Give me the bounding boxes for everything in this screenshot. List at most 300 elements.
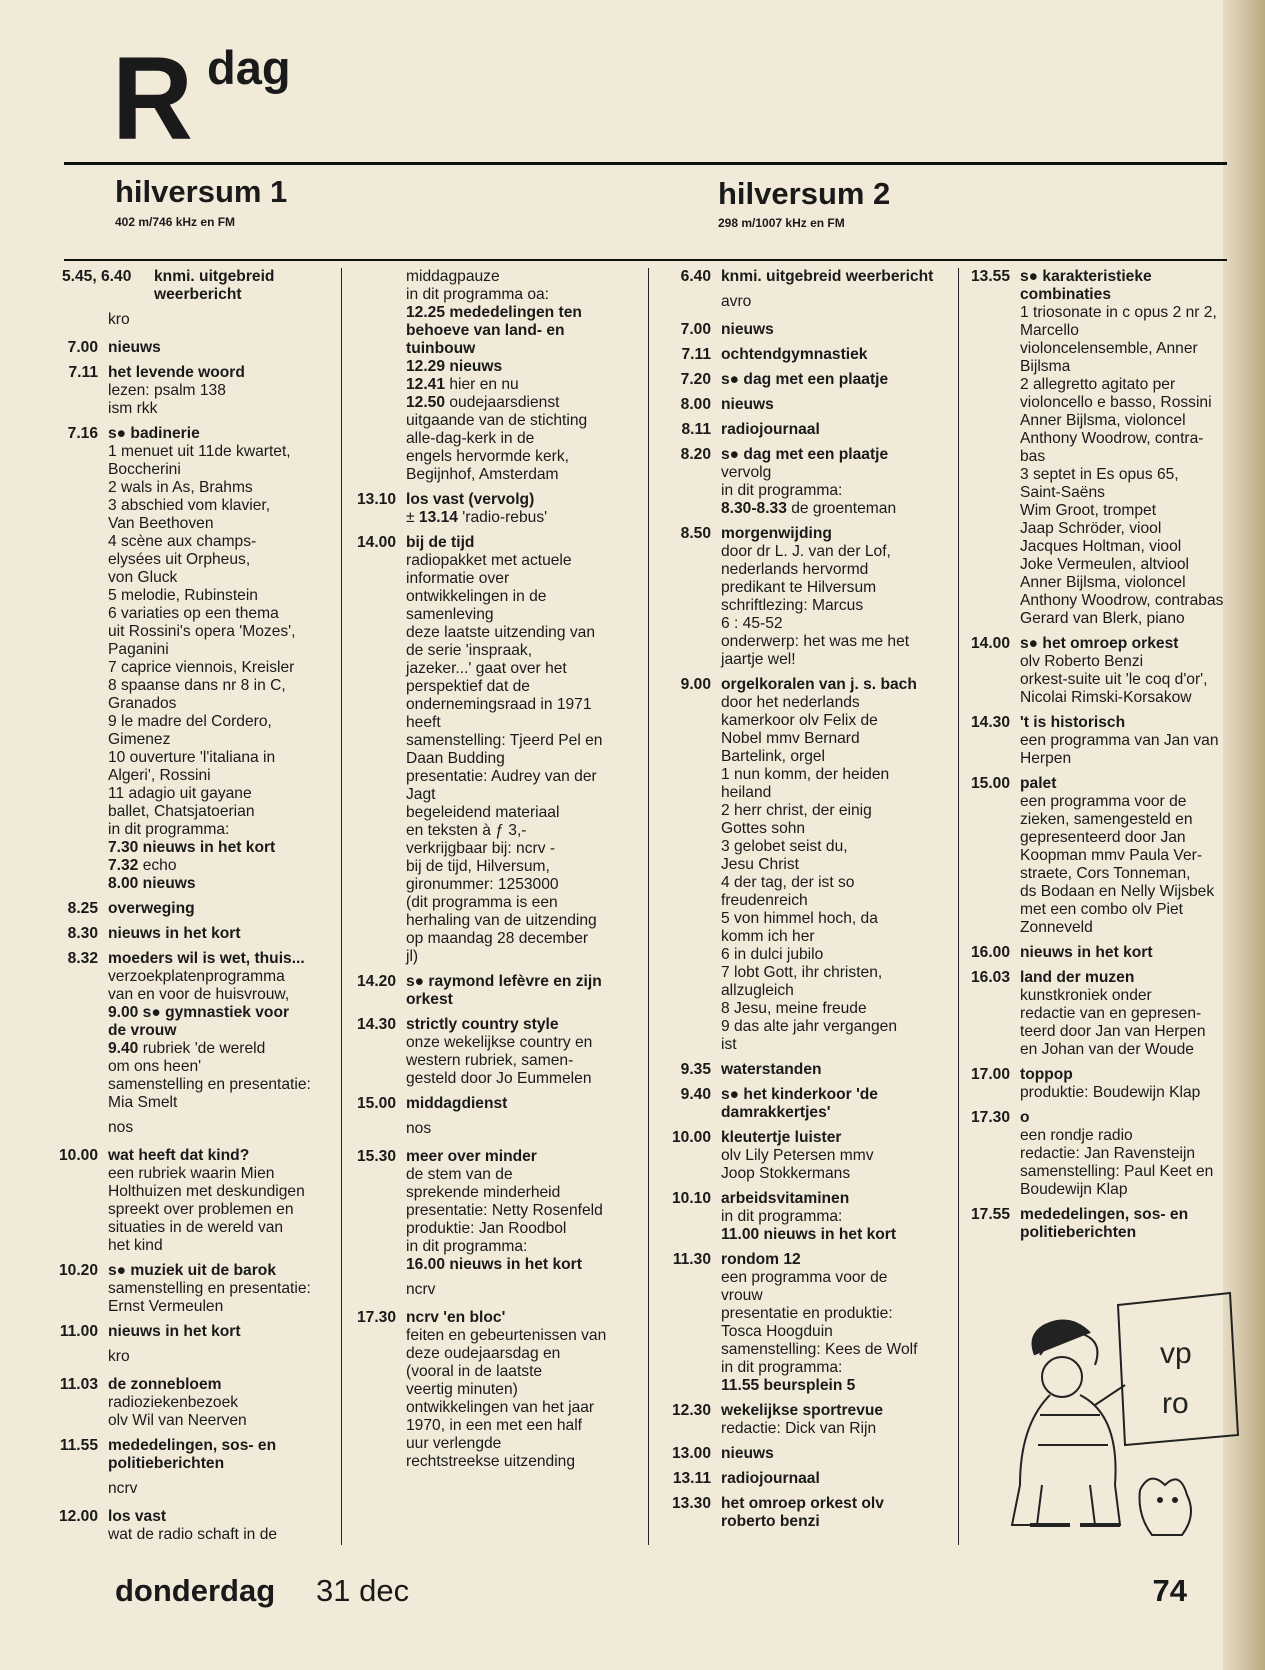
- program-line: in dit programma:: [721, 1359, 843, 1376]
- program-line: de stem van de: [406, 1166, 513, 1183]
- program-line: jaartje wel!: [721, 651, 796, 668]
- program-line: produktie: Jan Roodbol: [406, 1220, 567, 1237]
- program-line: zieken, samengesteld en: [1020, 811, 1193, 828]
- program-line: 7.32 echo: [108, 857, 177, 874]
- program-line: Marcello: [1020, 322, 1079, 339]
- program-line: olv Roberto Benzi: [1020, 653, 1144, 670]
- program-line: 8.00 nieuws: [108, 875, 196, 892]
- program-line: samenstelling: Tjeerd Pel en: [406, 732, 603, 749]
- program-line: 12.41 hier en nu: [406, 376, 519, 393]
- program-line: lezen: psalm 138: [108, 382, 226, 399]
- sign-text-ro: ro: [1162, 1387, 1189, 1420]
- program-line: 1 menuet uit 11de kwartet,: [108, 443, 291, 460]
- program-time: 9.35: [680, 1061, 711, 1078]
- program-entry: [655, 421, 955, 439]
- program-entry: [655, 1086, 955, 1122]
- program-time: 8.30: [67, 925, 98, 942]
- program-time: 17.30: [970, 1109, 1010, 1126]
- program-line: wat heeft dat kind?: [108, 1147, 250, 1164]
- program-line: een programma voor de: [1020, 793, 1187, 810]
- program-line: middagpauze: [406, 268, 500, 285]
- program-line: Bartelink, orgel: [721, 748, 826, 765]
- program-line: 1970, in een met een half: [406, 1417, 582, 1434]
- program-time: 12.30: [671, 1402, 711, 1419]
- program-line: rondom 12: [721, 1251, 801, 1268]
- program-line: om ons heen': [108, 1058, 202, 1075]
- program-line: jl): [406, 948, 419, 965]
- program-line: violoncelensemble, Anner: [1020, 340, 1198, 357]
- program-entry: [960, 1109, 1238, 1199]
- program-line: radiojournaal: [721, 1470, 820, 1487]
- program-line: gesteld door Jo Eummelen: [406, 1070, 592, 1087]
- program-line: mededelingen, sos- en: [108, 1437, 277, 1454]
- station-name-1: hilversum 1: [115, 174, 288, 209]
- program-time: 8.50: [680, 525, 711, 542]
- program-line: (dit programma is een: [406, 894, 558, 911]
- program-line: Koopman mmv Paula Ver-: [1020, 847, 1203, 864]
- program-line: samenstelling en presentatie:: [108, 1076, 311, 1093]
- program-line: kamerkoor olv Felix de: [721, 712, 878, 729]
- program-entry: [50, 925, 340, 943]
- program-entry: [960, 944, 1238, 962]
- program-entry: [655, 1190, 955, 1244]
- broadcaster-label: ncrv: [108, 1480, 138, 1497]
- program-line: mededelingen, sos- en: [1020, 1206, 1189, 1223]
- program-line: ballet, Chatsjatoerian: [108, 803, 255, 820]
- program-time: 8.32: [67, 950, 98, 967]
- program-time: 5.45, 6.40: [62, 268, 132, 285]
- program-line: herhaling van de uitzending: [406, 912, 597, 929]
- program-line: en teksten à ƒ 3,-: [406, 822, 527, 839]
- program-line: Wim Groot, trompet: [1020, 502, 1157, 519]
- program-line: o: [1020, 1109, 1030, 1126]
- program-line: 9.40 rubriek 'de wereld: [108, 1040, 266, 1057]
- program-line: 9 le madre del Cordero,: [108, 713, 272, 730]
- program-line: Anthony Woodrow, contrabas: [1020, 592, 1224, 609]
- program-entry: [960, 714, 1238, 768]
- program-line: rechtstreekse uitzending: [406, 1453, 576, 1470]
- program-line: perspektief dat de: [406, 678, 530, 695]
- program-line: Holthuizen met deskundigen: [108, 1183, 305, 1200]
- program-line: meer over minder: [406, 1148, 537, 1165]
- program-line: Saint-Saëns: [1020, 484, 1105, 501]
- program-line: Algeri', Rossini: [108, 767, 211, 784]
- program-line: land der muzen: [1020, 969, 1135, 986]
- program-entry: [960, 1066, 1238, 1102]
- program-line: radiojournaal: [721, 421, 820, 438]
- program-line: 2 wals in As, Brahms: [108, 479, 253, 496]
- program-entry: [50, 1376, 340, 1430]
- program-line: nieuws: [721, 396, 774, 413]
- program-line: strictly country style: [406, 1016, 559, 1033]
- program-line: Tosca Hoogduin: [721, 1323, 833, 1340]
- program-entry: [960, 635, 1238, 707]
- program-entry: [655, 346, 955, 364]
- sign-text-vp: vp: [1160, 1337, 1192, 1370]
- program-time: 15.00: [970, 775, 1010, 792]
- program-line: 6 : 45-52: [721, 615, 783, 632]
- program-line: produktie: Boudewijn Klap: [1020, 1084, 1201, 1101]
- program-time: 8.25: [67, 900, 98, 917]
- program-line: Daan Budding: [406, 750, 505, 767]
- program-line: 1 nun komm, der heiden: [721, 766, 890, 783]
- program-time: 14.30: [970, 714, 1010, 731]
- program-time: 16.00: [970, 944, 1010, 961]
- program-line: Anner Bijlsma, violoncel: [1020, 412, 1186, 429]
- program-entry: [655, 1251, 955, 1395]
- program-line: 2 herr christ, der einig: [721, 802, 872, 819]
- program-time: 13.00: [671, 1445, 711, 1462]
- program-entry: [655, 1129, 955, 1183]
- program-line: s● muziek uit de barok: [108, 1262, 276, 1279]
- program-time: 13.11: [672, 1470, 711, 1487]
- program-time: 7.00: [67, 339, 98, 356]
- program-entry: [50, 1508, 340, 1544]
- program-line: violoncello e basso, Rossini: [1020, 394, 1212, 411]
- program-line: combinaties: [1020, 286, 1111, 303]
- column-divider: [648, 268, 649, 1545]
- program-line: knmi. uitgebreid: [154, 268, 275, 285]
- program-line: 1 triosonate in c opus 2 nr 2,: [1020, 304, 1217, 321]
- program-line: 10 ouverture 'l'italiana in: [108, 749, 276, 766]
- footer-date: 31 dec: [316, 1573, 410, 1608]
- program-line: ochtendgymnastiek: [721, 346, 868, 363]
- program-line: de vrouw: [108, 1022, 177, 1039]
- program-line: uit Rossini's opera 'Mozes',: [108, 623, 296, 640]
- program-line: presentatie en produktie:: [721, 1305, 893, 1322]
- program-line: tuinbouw: [406, 340, 476, 357]
- program-line: een rubriek waarin Mien: [108, 1165, 275, 1182]
- program-line: het kind: [108, 1237, 163, 1254]
- program-line: deze oudejaarsdag en: [406, 1345, 561, 1362]
- program-line: een rondje radio: [1020, 1127, 1133, 1144]
- program-line: Anner Bijlsma, violoncel: [1020, 574, 1186, 591]
- program-line: Granados: [108, 695, 177, 712]
- program-line: komm ich her: [721, 928, 815, 945]
- program-time: 9.00: [680, 676, 711, 693]
- program-line: in dit programma:: [108, 821, 230, 838]
- program-line: alle-dag-kerk in de: [406, 430, 535, 447]
- station-rule: [64, 259, 1227, 261]
- program-line: vrouw: [721, 1287, 763, 1304]
- program-line: 8 spaanse dans nr 8 in C,: [108, 677, 286, 694]
- program-line: schriftlezing: Marcus: [721, 597, 864, 614]
- program-line: 11 adagio uit gayane: [108, 785, 252, 802]
- program-line: in dit programma:: [721, 1208, 843, 1225]
- program-line: s● raymond lefèvre en zijn: [406, 973, 602, 990]
- program-line: op maandag 28 december: [406, 930, 589, 947]
- program-line: nieuws: [108, 339, 161, 356]
- program-line: samenstelling en presentatie:: [108, 1280, 311, 1297]
- program-entry: [655, 1061, 955, 1079]
- program-entry: [655, 371, 955, 389]
- program-line: Joke Vermeulen, altviool: [1020, 556, 1190, 573]
- broadcaster-label: avro: [721, 293, 752, 310]
- program-entry: [50, 1323, 340, 1341]
- program-line: bas: [1020, 448, 1046, 465]
- program-line: Mia Smelt: [108, 1094, 178, 1111]
- program-line: Van Beethoven: [108, 515, 214, 532]
- program-line: s● het omroep orkest: [1020, 635, 1179, 652]
- program-line: presentatie: Audrey van der: [406, 768, 597, 785]
- program-line: 3 gelobet seist du,: [721, 838, 848, 855]
- program-line: los vast: [108, 1508, 167, 1525]
- program-line: 4 der tag, der ist so: [721, 874, 855, 891]
- program-line: het omroep orkest olv: [721, 1495, 884, 1512]
- broadcaster-label: kro: [108, 311, 130, 328]
- program-line: samenstelling: Kees de Wolf: [721, 1341, 918, 1358]
- program-line: feiten en gebeurtenissen van: [406, 1327, 607, 1344]
- program-line: wekelijkse sportrevue: [721, 1402, 884, 1419]
- broadcaster-label: kro: [108, 1348, 130, 1365]
- program-line: ism rkk: [108, 400, 158, 417]
- program-time: 17.55: [970, 1206, 1010, 1223]
- program-line: van en voor de huisvrouw,: [108, 986, 290, 1003]
- program-line: ds Bodaan en Nelly Wijsbek: [1020, 883, 1215, 900]
- program-line: politieberichten: [108, 1455, 225, 1472]
- broadcaster-label: ncrv: [406, 1281, 436, 1298]
- program-line: 6 in dulci jubilo: [721, 946, 824, 963]
- program-line: ncrv 'en bloc': [406, 1309, 506, 1326]
- broadcaster-label: nos: [108, 1119, 134, 1136]
- program-line: Anthony Woodrow, contra-: [1020, 430, 1204, 447]
- program-time: 16.03: [970, 969, 1010, 986]
- program-line: nieuws in het kort: [108, 1323, 241, 1340]
- program-entry: [960, 1206, 1238, 1242]
- program-line: 12.29 nieuws: [406, 358, 503, 375]
- program-line: orkest-suite uit 'le coq d'or',: [1020, 671, 1208, 688]
- program-line: ontwikkelingen in de: [406, 588, 547, 605]
- program-line: politieberichten: [1020, 1224, 1137, 1241]
- program-line: in dit programma:: [721, 482, 843, 499]
- footer-day: donderdag: [115, 1573, 276, 1608]
- program-line: behoeve van land- en: [406, 322, 565, 339]
- program-time: 7.16: [67, 425, 98, 442]
- program-entry: [655, 446, 955, 518]
- program-time: 14.00: [356, 534, 396, 551]
- program-line: Nobel mmv Bernard: [721, 730, 860, 747]
- program-line: predikant te Hilversum: [721, 579, 877, 596]
- section-letter: R: [112, 33, 190, 165]
- program-line: redactie: Dick van Rijn: [721, 1420, 877, 1437]
- program-line: 3 septet in Es opus 65,: [1020, 466, 1179, 483]
- program-line: ist: [721, 1036, 737, 1053]
- program-line: Paganini: [108, 641, 169, 658]
- program-entry: [348, 1148, 644, 1274]
- program-entry: [348, 491, 644, 527]
- station-freq-1: 402 m/746 kHz en FM: [115, 215, 236, 229]
- program-time: 11.03: [59, 1376, 98, 1393]
- program-line: 9 das alte jahr vergangen: [721, 1018, 897, 1035]
- program-line: orkest: [406, 991, 453, 1008]
- program-entry: [50, 1437, 340, 1473]
- program-line: palet: [1020, 775, 1057, 792]
- program-line: situaties in de wereld van: [108, 1219, 284, 1236]
- program-line: waterstanden: [721, 1061, 822, 1078]
- program-time: 13.55: [970, 268, 1010, 285]
- program-line: door dr L. J. van der Lof,: [721, 543, 891, 560]
- program-time: 8.20: [680, 446, 711, 463]
- program-line: veertig minuten): [406, 1381, 518, 1398]
- program-line: s● badinerie: [108, 425, 200, 442]
- column-divider: [341, 268, 342, 1545]
- program-line: wat de radio schaft in de: [108, 1526, 278, 1543]
- program-line: 6 variaties op een thema: [108, 605, 279, 622]
- program-entry: [655, 1495, 955, 1531]
- program-line: begeleidend materiaal: [406, 804, 560, 821]
- program-line: het levende woord: [108, 364, 245, 381]
- program-line: Jacques Holtman, viool: [1020, 538, 1182, 555]
- program-entry: [960, 969, 1238, 1059]
- program-line: olv Wil van Neerven: [108, 1412, 247, 1429]
- program-line: redactie: Jan Ravensteijn: [1020, 1145, 1196, 1162]
- program-line: de zonnebloem: [108, 1376, 222, 1393]
- program-line: redactie van en gepresen-: [1020, 1005, 1202, 1022]
- schedule-column-4: [960, 268, 1238, 1249]
- program-line: in dit programma oa:: [406, 286, 550, 303]
- program-line: bij de tijd, Hilversum,: [406, 858, 550, 875]
- program-line: 12.50 oudejaarsdienst: [406, 394, 560, 411]
- program-line: en Johan van der Woude: [1020, 1041, 1194, 1058]
- program-entry: [655, 525, 955, 669]
- program-entry: [50, 364, 340, 418]
- program-line: Ernst Vermeulen: [108, 1298, 224, 1315]
- program-line: 8.30-8.33 de groenteman: [721, 500, 897, 517]
- program-line: s● karakteristieke: [1020, 268, 1152, 285]
- program-line: 5 melodie, Rubinstein: [108, 587, 258, 604]
- program-time: 14.20: [356, 973, 396, 990]
- program-line: straete, Cors Tonneman,: [1020, 865, 1191, 882]
- program-line: kleutertje luister: [721, 1129, 842, 1146]
- program-line: ontwikkelingen van het jaar: [406, 1399, 595, 1416]
- program-entry: [960, 268, 1238, 628]
- program-line: heiland: [721, 784, 772, 801]
- program-line: s● dag met een plaatje: [721, 446, 889, 463]
- program-line: olv Lily Petersen mmv: [721, 1147, 874, 1164]
- program-line: jazeker...' gaat over het: [406, 660, 567, 677]
- program-line: door het nederlands: [721, 694, 860, 711]
- station-name-2: hilversum 2: [718, 176, 891, 211]
- program-time: 12.00: [58, 1508, 98, 1525]
- program-line: los vast (vervolg): [406, 491, 535, 508]
- program-line: een programma voor de: [721, 1269, 888, 1286]
- program-line: freudenreich: [721, 892, 808, 909]
- page-number: 74: [1152, 1573, 1187, 1608]
- program-line: s● dag met een plaatje: [721, 371, 889, 388]
- program-line: (vooral in de laatste: [406, 1363, 543, 1380]
- program-line: sprekende minderheid: [406, 1184, 561, 1201]
- schedule-column-3: [655, 268, 955, 1538]
- program-time: 11.30: [672, 1251, 711, 1268]
- program-line: s● het kinderkoor 'de: [721, 1086, 878, 1103]
- program-time: 7.00: [680, 321, 711, 338]
- program-time: 10.20: [58, 1262, 98, 1279]
- broadcaster-label: nos: [406, 1120, 432, 1137]
- program-line: ondernemingsraad in 1971: [406, 696, 592, 713]
- program-line: uur verlengde: [406, 1435, 502, 1452]
- program-line: damrakkertjes': [721, 1104, 831, 1121]
- program-line: de serie 'inspraak,: [406, 642, 533, 659]
- program-line: Zonneveld: [1020, 919, 1093, 936]
- program-line: 5 von himmel hoch, da: [721, 910, 878, 927]
- section-word: dag: [207, 41, 291, 94]
- program-line: 4 scène aux champs-: [108, 533, 257, 550]
- program-line: nieuws in het kort: [108, 925, 241, 942]
- program-line: allzugleich: [721, 982, 794, 999]
- program-time: 10.00: [58, 1147, 98, 1164]
- program-line: presentatie: Netty Rosenfeld: [406, 1202, 603, 1219]
- program-line: bij de tijd: [406, 534, 475, 551]
- program-line: radiopakket met actuele: [406, 552, 572, 569]
- program-entry: [655, 396, 955, 414]
- program-line: nieuws: [721, 321, 774, 338]
- program-line: Joop Stokkermans: [721, 1165, 851, 1182]
- program-time: 7.11: [68, 364, 98, 381]
- program-line: Nicolai Rimski-Korsakow: [1020, 689, 1192, 706]
- program-time: 14.00: [970, 635, 1010, 652]
- schedule-column-1: [50, 268, 340, 1551]
- program-line: 't is historisch: [1020, 714, 1126, 731]
- program-line: vervolg: [721, 464, 772, 481]
- program-time: 13.30: [671, 1495, 711, 1512]
- program-time: 7.20: [680, 371, 711, 388]
- program-entry: [655, 1445, 955, 1463]
- program-line: met een combo olv Piet: [1020, 901, 1183, 918]
- program-line: weerbericht: [154, 286, 242, 303]
- program-entry: [50, 1147, 340, 1255]
- program-time: 11.00: [59, 1323, 98, 1340]
- program-entry: [655, 676, 955, 1054]
- program-line: 2 allegretto agitato per: [1020, 376, 1176, 393]
- program-line: nieuws: [721, 1445, 774, 1462]
- program-line: Gerard van Blerk, piano: [1020, 610, 1185, 627]
- program-line: Gottes sohn: [721, 820, 806, 837]
- program-entry: [348, 973, 644, 1009]
- program-entry: [655, 1402, 955, 1438]
- program-entry: [348, 1016, 644, 1088]
- program-time: 7.11: [681, 346, 711, 363]
- program-line: arbeidsvitaminen: [721, 1190, 850, 1207]
- program-time: 13.10: [356, 491, 396, 508]
- program-line: 12.25 mededelingen ten: [406, 304, 582, 321]
- program-time: 17.00: [970, 1066, 1010, 1083]
- program-entry: [348, 1309, 644, 1471]
- program-entry: [655, 321, 955, 339]
- program-line: radioziekenbezoek: [108, 1394, 239, 1411]
- program-entry: [50, 900, 340, 918]
- program-line: spreekt over problemen en: [108, 1201, 294, 1218]
- program-line: roberto benzi: [721, 1513, 820, 1530]
- program-line: 16.00 nieuws in het kort: [406, 1256, 582, 1273]
- program-line: een programma van Jan van: [1020, 732, 1219, 749]
- program-entry: [50, 950, 340, 1112]
- program-line: nieuws in het kort: [1020, 944, 1153, 961]
- program-line: verkrijgbaar bij: ncrv -: [406, 840, 556, 857]
- program-line: 11.55 beursplein 5: [721, 1377, 856, 1394]
- program-entry: [50, 268, 340, 304]
- program-line: Begijnhof, Amsterdam: [406, 466, 559, 483]
- program-line: in dit programma:: [406, 1238, 528, 1255]
- program-entry: [348, 534, 644, 966]
- program-line: Jesu Christ: [721, 856, 799, 873]
- program-line: orgelkoralen van j. s. bach: [721, 676, 917, 693]
- program-line: informatie over: [406, 570, 510, 587]
- program-time: 10.00: [671, 1129, 711, 1146]
- program-line: moeders wil is wet, thuis...: [108, 950, 305, 967]
- program-entry: [960, 775, 1238, 937]
- program-line: 3 abschied vom klavier,: [108, 497, 271, 514]
- program-line: 7.30 nieuws in het kort: [108, 839, 276, 856]
